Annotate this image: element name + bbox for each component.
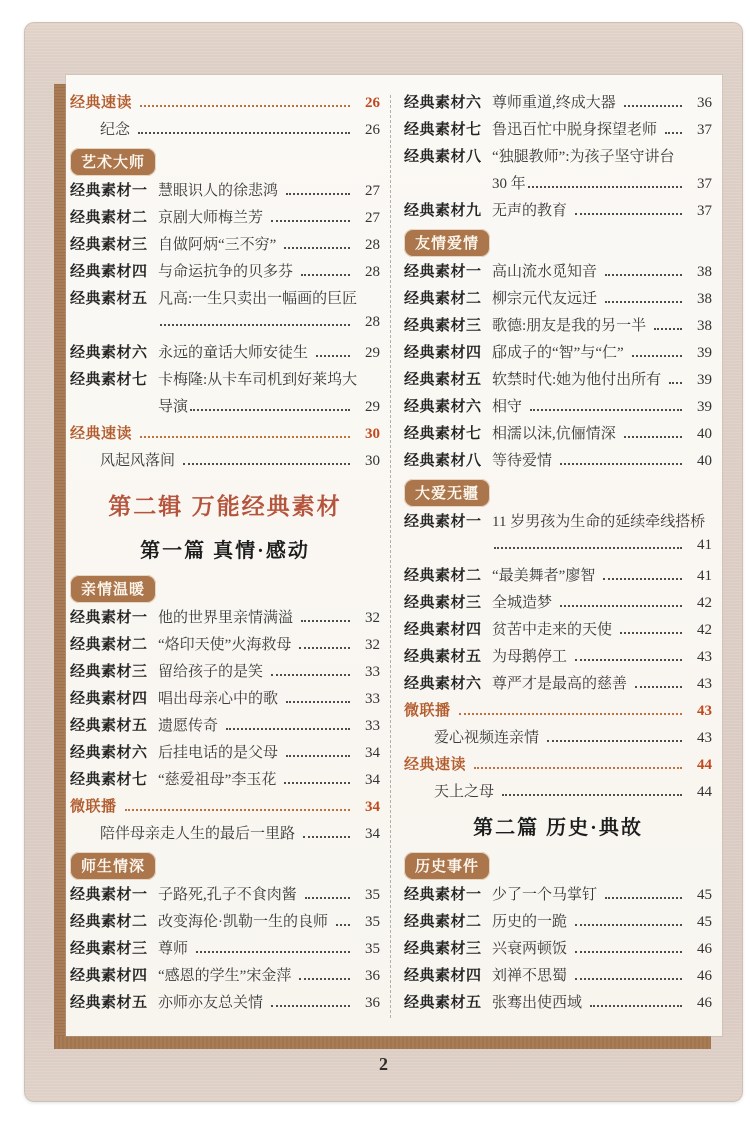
page-ref: 34 (365, 826, 380, 842)
toc-entry-row (404, 341, 712, 368)
toc-entry-title: “慈爱祖母”李玉花 (158, 772, 277, 788)
toc-entry-continuation-row (404, 172, 712, 199)
page-ref: 29 (365, 399, 380, 415)
toc-column-right (404, 91, 712, 1018)
toc-section-label: 微联播 (404, 702, 451, 719)
dot-leader (474, 767, 682, 769)
toc-section-label: 微联播 (70, 798, 117, 815)
dot-leader (459, 713, 682, 715)
page-ref: 32 (365, 610, 380, 626)
dot-leader (605, 301, 682, 303)
toc-entry-row (404, 118, 712, 145)
toc-entry-label: 经典素材二 (404, 567, 482, 584)
toc-entry-title: 慧眼识人的徐悲鸿 (158, 183, 279, 199)
page-ref: 33 (365, 691, 380, 707)
chapter-heading: 第一篇 真情·感动 (140, 540, 310, 562)
toc-entry-row (70, 368, 380, 395)
page-ref: 37 (697, 122, 712, 138)
toc-entry-label: 经典素材五 (70, 994, 148, 1011)
toc-entry-row (70, 233, 380, 260)
toc-entry-row (70, 910, 380, 937)
toc-entry-title: 尊严才是最高的慈善 (492, 676, 628, 692)
toc-entry-row (70, 768, 380, 795)
toc-entry-title: “独腿教师”:为孩子坚守讲台 (492, 149, 675, 165)
page-ref: 34 (365, 799, 380, 815)
toc-entry-row (404, 449, 712, 476)
dot-leader (605, 897, 682, 899)
toc-entry-continuation-row (70, 395, 380, 422)
dot-leader (560, 605, 682, 607)
toc-sub-title: 陪伴母亲走人生的最后一里路 (100, 826, 296, 842)
toc-entry-title-continued: 30 年 (492, 176, 526, 192)
toc-entry-label: 经典素材五 (70, 717, 148, 734)
toc-entry-label: 经典素材七 (404, 121, 482, 138)
category-badge-row (70, 572, 380, 606)
toc-entry-title: 永远的童话大师安徒生 (158, 345, 309, 361)
page-ref: 27 (365, 183, 380, 199)
dot-leader (624, 436, 682, 438)
toc-entry-row (404, 910, 712, 937)
dot-leader (138, 132, 350, 134)
category-badge-row (70, 145, 380, 179)
toc-entry-title: 亦师亦友总关情 (158, 995, 264, 1011)
toc-entry-title: 京剧大师梅兰芳 (158, 210, 264, 226)
toc-entry-label: 经典素材二 (70, 209, 148, 226)
toc-entry-label: 经典素材三 (70, 940, 148, 957)
toc-entry-row (404, 672, 712, 699)
page-ref: 33 (365, 664, 380, 680)
toc-entry-label: 经典素材六 (404, 94, 482, 111)
toc-entry-row (404, 591, 712, 618)
page-ref: 35 (365, 914, 380, 930)
toc-entry-label: 经典素材五 (404, 371, 482, 388)
toc-entry-title: 高山流水觅知音 (492, 264, 598, 280)
page-ref: 34 (365, 745, 380, 761)
dot-leader (603, 578, 682, 580)
page-ref: 35 (365, 887, 380, 903)
toc-section-label: 经典速读 (70, 425, 133, 442)
page-ref: 30 (365, 453, 380, 469)
toc-entry-label: 经典素材四 (70, 690, 148, 707)
toc-entry-title: 柳宗元代友远迁 (492, 291, 598, 307)
toc-entry-title: 贫苦中走来的天使 (492, 622, 613, 638)
dot-leader (196, 951, 350, 953)
toc-entry-title: 凡高:一生只卖出一幅画的巨匠 (158, 291, 358, 307)
dot-leader (575, 978, 682, 980)
toc-entry-row (404, 564, 712, 591)
toc-entry-row (404, 991, 712, 1018)
toc-entry-title: 子路死,孔子不食肉酱 (158, 887, 297, 903)
page-binding-edge-bottom (54, 1036, 711, 1049)
toc-entry-row (70, 341, 380, 368)
category-badge: 大爱无疆 (404, 479, 490, 507)
toc-entry-label: 经典素材二 (404, 290, 482, 307)
toc-entry-title: 尊师重道,终成大器 (492, 95, 616, 111)
page-ref: 26 (365, 122, 380, 138)
toc-entry-title: “感恩的学生”宋金萍 (158, 968, 292, 984)
page-ref: 32 (365, 637, 380, 653)
toc-entry-title: 尊师 (158, 941, 189, 957)
dot-leader (654, 328, 682, 330)
book-page-photo (24, 22, 743, 1102)
toc-entry-label: 经典素材四 (404, 344, 482, 361)
toc-entry-title: “烙印天使”火海救母 (158, 637, 292, 653)
toc-section-row (70, 422, 380, 449)
toc-entry-row (404, 883, 712, 910)
toc-entry-label: 经典素材一 (404, 513, 482, 530)
dot-leader (160, 324, 350, 326)
dot-leader (632, 355, 682, 357)
toc-entry-row (404, 287, 712, 314)
toc-sub-row (70, 449, 380, 476)
dot-leader (271, 220, 350, 222)
page-ref: 36 (365, 968, 380, 984)
dot-leader (303, 836, 350, 838)
toc-column-left (70, 91, 380, 1018)
toc-entry-title: 刘禅不思蜀 (492, 968, 568, 984)
page-ref: 46 (697, 995, 712, 1011)
dot-leader (575, 659, 682, 661)
page-ref: 28 (365, 237, 380, 253)
dot-leader (624, 105, 682, 107)
toc-entry-row (70, 606, 380, 633)
toc-entry-row (70, 179, 380, 206)
toc-entry-row (404, 91, 712, 118)
toc-entry-label: 经典素材四 (70, 967, 148, 984)
page-number: 2 (379, 1054, 388, 1074)
toc-entry-row (404, 964, 712, 991)
part-heading: 第二辑 万能经典素材 (108, 493, 342, 519)
toc-sub-row (404, 726, 712, 753)
toc-entry-label: 经典素材五 (70, 290, 148, 307)
dot-leader (284, 247, 350, 249)
page-ref: 28 (365, 264, 380, 280)
toc-entry-title: 留给孩子的是笑 (158, 664, 264, 680)
dot-leader (605, 274, 682, 276)
dot-leader (271, 1005, 350, 1007)
toc-sub-row (70, 118, 380, 145)
dot-leader (669, 382, 682, 384)
toc-sub-row (70, 822, 380, 849)
dot-leader (620, 632, 682, 634)
category-badge: 师生情深 (70, 852, 156, 880)
dot-leader (494, 547, 682, 549)
page-ref: 30 (365, 426, 380, 442)
toc-entry-label: 经典素材八 (404, 148, 482, 165)
toc-entry-label: 经典素材一 (404, 263, 482, 280)
toc-content-box (66, 75, 722, 1036)
dot-leader (665, 132, 682, 134)
page-ref: 38 (697, 291, 712, 307)
toc-entry-label: 经典素材四 (70, 263, 148, 280)
toc-entry-row (70, 287, 380, 314)
toc-entry-title: 兴衰两顿饭 (492, 941, 568, 957)
page-ref: 46 (697, 941, 712, 957)
toc-entry-title: 鲁迅百忙中脱身探望老师 (492, 122, 658, 138)
toc-section-row (70, 795, 380, 822)
toc-entry-title: 少了一个马掌钉 (492, 887, 598, 903)
page-ref: 44 (697, 784, 712, 800)
toc-entry-title: 自做阿炳“三不穷” (158, 237, 277, 253)
toc-entry-row (404, 145, 712, 172)
page-ref: 41 (697, 568, 712, 584)
page-ref: 39 (697, 345, 712, 361)
toc-entry-label: 经典素材三 (404, 940, 482, 957)
page-ref: 43 (697, 703, 712, 719)
dot-leader (336, 924, 350, 926)
toc-entry-row (70, 260, 380, 287)
toc-entry-label: 经典素材一 (70, 886, 148, 903)
toc-section-row (404, 753, 712, 780)
toc-entry-title: 无声的教育 (492, 203, 568, 219)
dot-leader (575, 924, 682, 926)
toc-sub-title: 纪念 (100, 122, 131, 138)
toc-entry-label: 经典素材七 (404, 425, 482, 442)
dot-leader (140, 105, 350, 107)
toc-entry-label: 经典素材一 (70, 609, 148, 626)
toc-entry-row (70, 964, 380, 991)
page-ref: 40 (697, 426, 712, 442)
toc-entry-row (70, 633, 380, 660)
toc-sub-title: 风起风落间 (100, 453, 176, 469)
toc-entry-title: 卡梅隆:从卡车司机到好莱坞大 (158, 372, 358, 388)
page-ref: 36 (697, 95, 712, 111)
toc-entry-row (404, 260, 712, 287)
toc-entry-row (404, 645, 712, 672)
category-badge-row (404, 476, 712, 510)
toc-entry-title: 全城造梦 (492, 595, 553, 611)
toc-entry-title: 歌德:朋友是我的另一半 (492, 318, 647, 334)
toc-entry-label: 经典素材六 (70, 344, 148, 361)
toc-section-label: 经典速读 (70, 94, 133, 111)
toc-entry-title: 与命运抗争的贝多芬 (158, 264, 294, 280)
toc-entry-row (404, 937, 712, 964)
dot-leader (226, 728, 350, 730)
toc-columns (66, 75, 722, 1036)
page-ref: 43 (697, 676, 712, 692)
page-ref: 46 (697, 968, 712, 984)
dot-leader (528, 186, 682, 188)
toc-entry-continuation-row (404, 537, 712, 564)
page-ref: 43 (697, 649, 712, 665)
toc-entry-label: 经典素材二 (70, 913, 148, 930)
toc-entry-label: 经典素材三 (70, 663, 148, 680)
toc-sub-title: 天上之母 (434, 784, 495, 800)
page-ref: 41 (697, 537, 712, 553)
page-ref: 34 (365, 772, 380, 788)
page-ref: 33 (365, 718, 380, 734)
toc-entry-title: 历史的一跪 (492, 914, 568, 930)
toc-entry-row (404, 510, 712, 537)
toc-entry-label: 经典素材五 (404, 648, 482, 665)
dot-leader (590, 1005, 682, 1007)
toc-entry-label: 经典素材七 (70, 771, 148, 788)
page-ref: 39 (697, 399, 712, 415)
toc-entry-row (404, 368, 712, 395)
toc-entry-label: 经典素材四 (404, 621, 482, 638)
dot-leader (575, 951, 682, 953)
toc-entry-label: 经典素材三 (404, 317, 482, 334)
dot-leader (284, 782, 350, 784)
toc-entry-label: 经典素材一 (70, 182, 148, 199)
page-ref: 36 (365, 995, 380, 1011)
toc-entry-title: 他的世界里亲情满溢 (158, 610, 294, 626)
toc-entry-label: 经典素材三 (404, 594, 482, 611)
toc-entry-row (404, 618, 712, 645)
dot-leader (125, 809, 350, 811)
dot-leader (301, 274, 350, 276)
page-ref: 35 (365, 941, 380, 957)
page-ref: 28 (365, 314, 380, 330)
page-ref: 26 (365, 95, 380, 111)
dot-leader (286, 701, 350, 703)
toc-entry-row (404, 395, 712, 422)
dot-leader (575, 213, 682, 215)
toc-entry-label: 经典素材五 (404, 994, 482, 1011)
page-ref: 44 (697, 757, 712, 773)
toc-entry-row (404, 314, 712, 341)
category-badge-row (404, 849, 712, 883)
page-ref: 45 (697, 914, 712, 930)
toc-entry-row (70, 741, 380, 768)
dot-leader (301, 620, 350, 622)
toc-entry-row (70, 883, 380, 910)
toc-entry-label: 经典素材八 (404, 452, 482, 469)
toc-section-row (404, 699, 712, 726)
category-badge-row (404, 226, 712, 260)
page-ref: 45 (697, 887, 712, 903)
toc-entry-title: 为母鹅停工 (492, 649, 568, 665)
page-ref: 42 (697, 595, 712, 611)
dot-leader (286, 755, 350, 757)
toc-entry-row (70, 937, 380, 964)
toc-section-row (70, 91, 380, 118)
page-ref: 43 (697, 730, 712, 746)
dot-leader (316, 355, 350, 357)
page-ref: 40 (697, 453, 712, 469)
toc-entry-title: 11 岁男孩为生命的延续牵线搭桥 (492, 514, 706, 530)
toc-entry-label: 经典素材一 (404, 886, 482, 903)
category-badge: 友情爱情 (404, 229, 490, 257)
dot-leader (305, 897, 350, 899)
toc-entry-row (404, 199, 712, 226)
category-badge-row (70, 849, 380, 883)
toc-entry-row (70, 206, 380, 233)
page-binding-edge-left (54, 84, 66, 1048)
category-badge: 历史事件 (404, 852, 490, 880)
dot-leader (183, 463, 350, 465)
toc-entry-title: 等待爱情 (492, 453, 553, 469)
dot-leader (299, 647, 350, 649)
toc-entry-label: 经典素材六 (70, 744, 148, 761)
toc-entry-title: 郈成子的“智”与“仁” (492, 345, 624, 361)
toc-entry-row (70, 714, 380, 741)
toc-entry-label: 经典素材七 (70, 371, 148, 388)
toc-entry-title: “最美舞者”廖智 (492, 568, 596, 584)
toc-entry-title-continued: 导演 (158, 399, 189, 415)
dot-leader (299, 978, 350, 980)
toc-entry-title: 遗愿传奇 (158, 718, 219, 734)
page-ref: 37 (697, 176, 712, 192)
dot-leader (140, 436, 350, 438)
page-ref: 38 (697, 318, 712, 334)
toc-entry-title: 张骞出使西域 (492, 995, 583, 1011)
toc-entry-row (404, 422, 712, 449)
column-divider (390, 95, 391, 1018)
dot-leader (286, 193, 350, 195)
toc-section-label: 经典速读 (404, 756, 467, 773)
toc-entry-continuation-row (70, 314, 380, 341)
toc-entry-title: 相守 (492, 399, 523, 415)
toc-entry-title: 后挂电话的是父母 (158, 745, 279, 761)
toc-entry-title: 改变海伦·凯勒一生的良师 (158, 914, 328, 930)
dot-leader (190, 409, 350, 411)
dot-leader (547, 740, 682, 742)
dot-leader (560, 463, 682, 465)
toc-entry-row (70, 687, 380, 714)
toc-entry-label: 经典素材九 (404, 202, 482, 219)
page-ref: 27 (365, 210, 380, 226)
toc-entry-row (70, 991, 380, 1018)
toc-entry-label: 经典素材二 (404, 913, 482, 930)
dot-leader (530, 409, 682, 411)
toc-entry-title: 唱出母亲心中的歌 (158, 691, 279, 707)
dot-leader (271, 674, 350, 676)
toc-entry-row (70, 660, 380, 687)
toc-sub-title: 爱心视频连亲情 (434, 730, 540, 746)
chapter-heading: 第二篇 历史·典故 (473, 817, 643, 839)
toc-entry-label: 经典素材六 (404, 675, 482, 692)
category-badge: 艺术大师 (70, 148, 156, 176)
page-ref: 37 (697, 203, 712, 219)
page-ref: 39 (697, 372, 712, 388)
dot-leader (502, 794, 682, 796)
toc-sub-row (404, 780, 712, 807)
toc-entry-label: 经典素材二 (70, 636, 148, 653)
category-badge: 亲情温暖 (70, 575, 156, 603)
toc-entry-title: 软禁时代:她为他付出所有 (492, 372, 662, 388)
toc-entry-label: 经典素材四 (404, 967, 482, 984)
toc-entry-title: 相濡以沫,伉俪情深 (492, 426, 616, 442)
page-ref: 42 (697, 622, 712, 638)
page-ref: 29 (365, 345, 380, 361)
toc-entry-label: 经典素材六 (404, 398, 482, 415)
toc-entry-label: 经典素材三 (70, 236, 148, 253)
dot-leader (635, 686, 682, 688)
page-ref: 38 (697, 264, 712, 280)
